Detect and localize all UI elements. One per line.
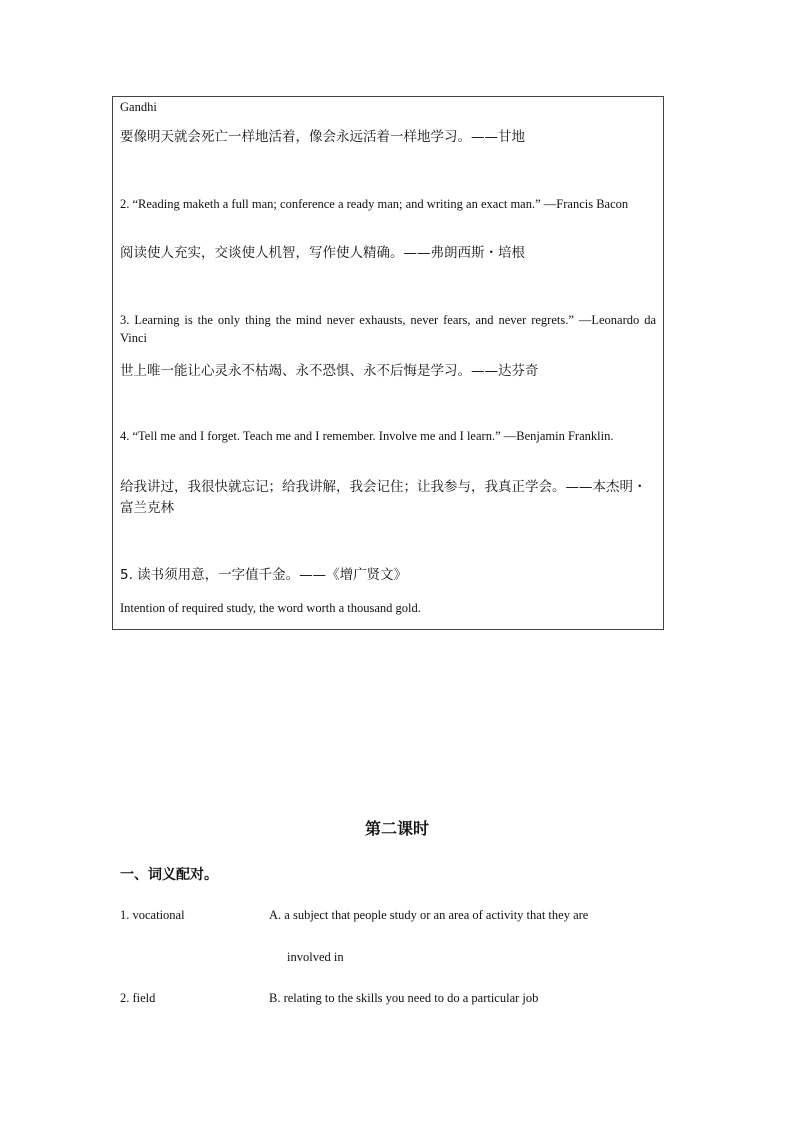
definition-a-line-2: involved in (287, 950, 344, 964)
quote-5-english: Intention of required study, the word worth a thousand gold. (120, 601, 421, 615)
quote-4-chinese: 给我讲过，我很快就忘记；给我讲解，我会记住；让我参与，我真正学会。——本杰明・富兰克林 (120, 479, 647, 516)
quote-2-english: 2. “Reading maketh a full man; conference a ready man; and writing an exact man.” —Francis Bacon (120, 197, 629, 211)
quotes-box (112, 96, 664, 630)
definition-b: B. relating to the skills you need to do a particular job (269, 991, 539, 1005)
quote-5-chinese: 5. 读书须用意，一字值千金。——《增广贤文》 (120, 567, 408, 583)
definition-a-line-1: A. a subject that people study or an area of activity that they are (269, 908, 589, 922)
quote-1-author: Gandhi (120, 100, 157, 114)
quote-3-chinese: 世上唯一能让心灵永不枯竭、永不恐惧、永不后悔是学习。——达芬奇 (120, 363, 539, 379)
term-2: 2. field (120, 991, 156, 1005)
lesson-title: 第二课时 (364, 819, 429, 838)
quote-2-chinese: 阅读使人充实，交谈使人机智，写作使人精确。——弗朗西斯・培根 (120, 245, 525, 261)
quote-1-chinese: 要像明天就会死亡一样地活着，像会永远活着一样地学习。——甘地 (120, 129, 525, 145)
term-1: 1. vocational (120, 908, 185, 922)
quote-3-english: 3. Learning is the only thing the mind never exhausts, never fears, and never regrets.” —Leonardo da Vinci (120, 313, 656, 345)
quote-4-english: 4. “Tell me and I forget. Teach me and I remember. Involve me and I learn.” —Benjamin Franklin. (120, 429, 614, 443)
exercise-heading: 一、词义配对。 (120, 867, 218, 883)
